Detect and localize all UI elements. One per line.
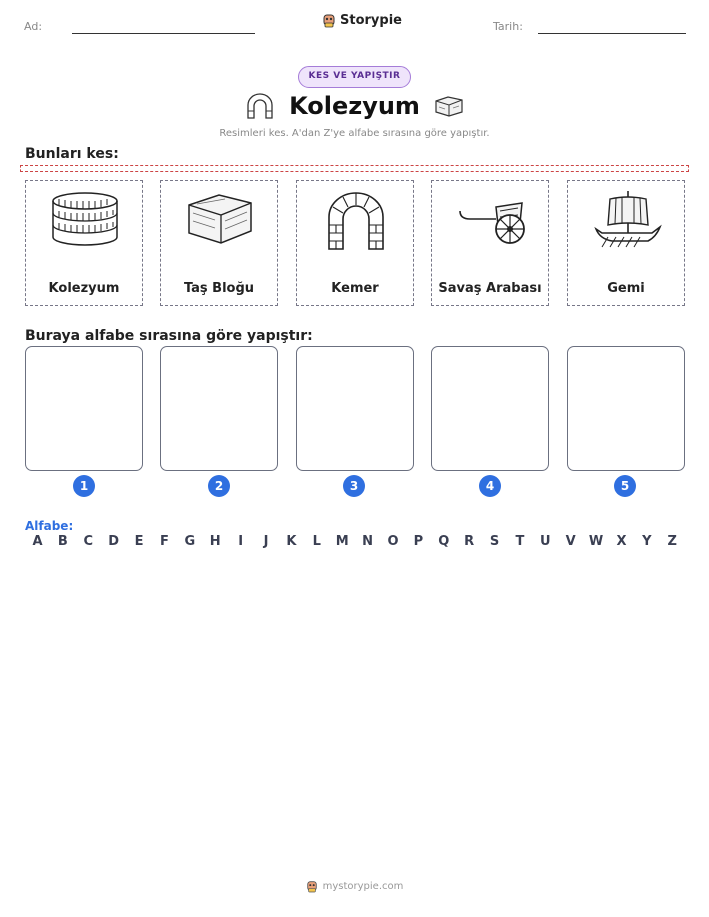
- alphabet-letter: E: [134, 534, 144, 549]
- storypie-mascot-icon: [322, 12, 336, 28]
- cut-section-title: Bunları kes:: [25, 146, 119, 162]
- alphabet-letter: G: [184, 534, 196, 549]
- alphabet-letter: D: [108, 534, 120, 549]
- page-title: Kolezyum: [289, 92, 420, 120]
- paste-slot-5[interactable]: [567, 346, 685, 471]
- alphabet-letter: L: [312, 534, 321, 549]
- alphabet-letter: O: [387, 534, 399, 549]
- chariot-icon: [456, 189, 528, 249]
- date-label: Tarih:: [493, 20, 523, 33]
- paste-section-title: Buraya alfabe sırasına göre yapıştır:: [25, 328, 313, 344]
- cut-card-ship[interactable]: [567, 180, 685, 306]
- alphabet-title: Alfabe:: [25, 519, 74, 533]
- alphabet-letter: A: [32, 534, 43, 549]
- card-label: Savaş Arabası: [438, 281, 542, 296]
- paste-slot-2[interactable]: [160, 346, 278, 471]
- cut-card-stone-block[interactable]: [160, 180, 278, 306]
- slot-number: 3: [343, 475, 365, 497]
- alphabet-letter: U: [540, 534, 551, 549]
- cut-card-arch[interactable]: [296, 180, 414, 306]
- slot-number: 1: [73, 475, 95, 497]
- alphabet-letter: F: [160, 534, 169, 549]
- alphabet-letter: P: [413, 534, 424, 549]
- alphabet-letter: C: [83, 534, 94, 549]
- footer: [0, 879, 709, 893]
- arch-icon: [245, 93, 275, 119]
- paste-slot-4[interactable]: [431, 346, 549, 471]
- alphabet-letter: N: [362, 534, 374, 549]
- ship-icon: [592, 189, 662, 251]
- card-label: Kemer: [331, 281, 379, 296]
- slot-number: 5: [614, 475, 636, 497]
- alphabet-letter: X: [616, 534, 627, 549]
- stone-block-icon: [434, 94, 464, 118]
- alphabet-letter: V: [565, 534, 576, 549]
- alphabet-letter: T: [515, 534, 525, 549]
- name-line[interactable]: [72, 33, 255, 34]
- cut-line: [20, 165, 689, 172]
- paste-slot-3[interactable]: [296, 346, 414, 471]
- colosseum-icon: [50, 189, 120, 249]
- alphabet-letter: S: [489, 534, 500, 549]
- alphabet-letter: I: [238, 534, 244, 549]
- alphabet-row: [25, 534, 685, 549]
- card-label: Kolezyum: [48, 281, 120, 296]
- stone-block-icon: [185, 189, 255, 249]
- brand-logo: [322, 12, 402, 28]
- alphabet-letter: K: [286, 534, 297, 549]
- card-label: Gemi: [607, 281, 645, 296]
- alphabet-letter: M: [335, 534, 349, 549]
- name-label: Ad:: [24, 20, 43, 33]
- paste-slot-1[interactable]: [25, 346, 143, 471]
- storypie-mascot-icon: [306, 879, 318, 893]
- footer-url: mystorypie.com: [322, 880, 404, 892]
- alphabet-letter: R: [464, 534, 475, 549]
- alphabet-letter: W: [588, 534, 604, 549]
- arch-icon: [321, 189, 391, 251]
- date-line[interactable]: [538, 33, 686, 34]
- alphabet-letter: B: [57, 534, 68, 549]
- cut-card-chariot[interactable]: [431, 180, 549, 306]
- alphabet-letter: J: [263, 534, 269, 549]
- alphabet-letter: H: [209, 534, 221, 549]
- slot-number: 4: [479, 475, 501, 497]
- alphabet-letter: Y: [642, 534, 652, 549]
- card-label: Taş Bloğu: [183, 281, 255, 296]
- alphabet-letter: Q: [438, 534, 450, 549]
- activity-badge: KES VE YAPIŞTIR: [298, 66, 411, 88]
- alphabet-letter: Z: [667, 534, 677, 549]
- slot-number: 2: [208, 475, 230, 497]
- title-row: [0, 92, 709, 120]
- instructions: Resimleri kes. A'dan Z'ye alfabe sırasına göre yapıştır.: [219, 128, 490, 139]
- brand-name: Storypie: [340, 12, 402, 28]
- cut-card-colosseum[interactable]: [25, 180, 143, 306]
